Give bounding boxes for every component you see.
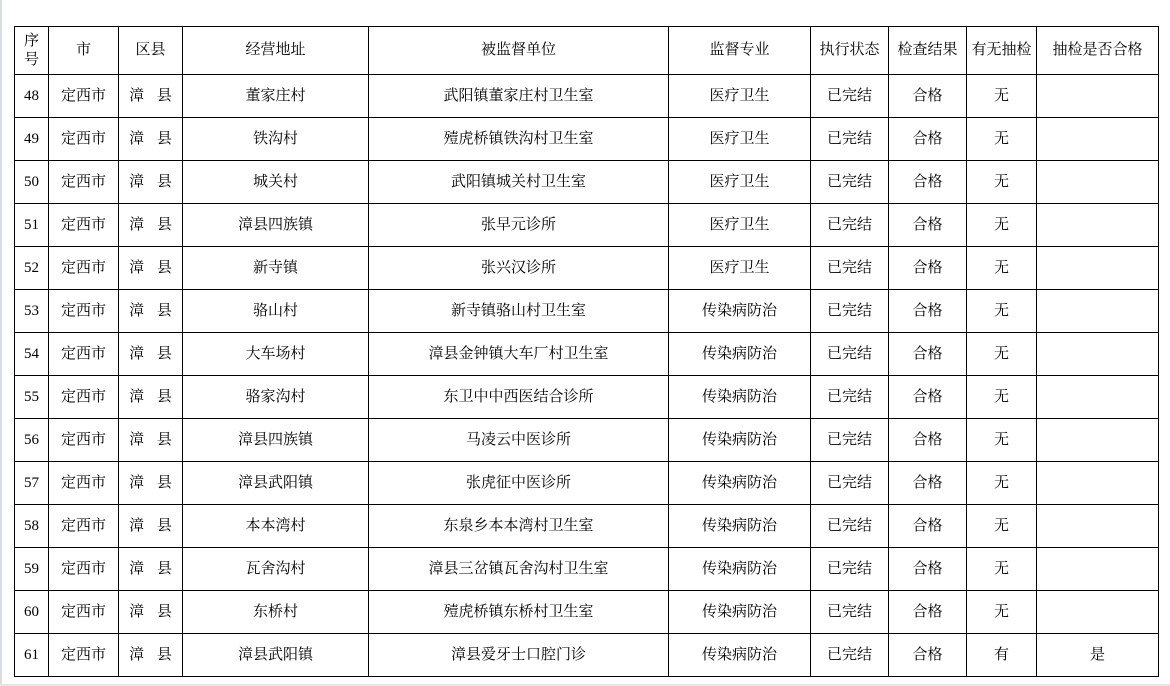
cell-qualified — [1037, 118, 1159, 161]
cell-sampling: 无 — [967, 548, 1037, 591]
cell-qualified — [1037, 290, 1159, 333]
cell-county: 漳 县 — [119, 75, 183, 118]
cell-status: 已完结 — [811, 591, 889, 634]
column-header-major: 监督专业 — [669, 27, 811, 75]
cell-address: 董家庄村 — [183, 75, 369, 118]
cell-seq: 53 — [15, 290, 49, 333]
cell-seq: 48 — [15, 75, 49, 118]
cell-major: 医疗卫生 — [669, 204, 811, 247]
table-row — [15, 333, 1159, 376]
column-header-address: 经营地址 — [183, 27, 369, 75]
cell-result: 合格 — [889, 118, 967, 161]
cell-city: 定西市 — [49, 75, 119, 118]
cell-sampling: 无 — [967, 333, 1037, 376]
cell-seq: 61 — [15, 634, 49, 677]
cell-major: 传染病防治 — [669, 376, 811, 419]
cell-status: 已完结 — [811, 548, 889, 591]
cell-county: 漳 县 — [119, 505, 183, 548]
cell-seq: 54 — [15, 333, 49, 376]
cell-qualified — [1037, 204, 1159, 247]
cell-county: 漳 县 — [119, 634, 183, 677]
cell-result: 合格 — [889, 462, 967, 505]
cell-address: 骆家沟村 — [183, 376, 369, 419]
cell-unit: 东卫中中西医结合诊所 — [369, 376, 669, 419]
cell-seq: 49 — [15, 118, 49, 161]
column-header-county: 区县 — [119, 27, 183, 75]
column-header-seq — [15, 27, 49, 75]
cell-unit: 马凌云中医诊所 — [369, 419, 669, 462]
cell-sampling: 无 — [967, 419, 1037, 462]
cell-unit: 东泉乡本本湾村卫生室 — [369, 505, 669, 548]
table-body — [15, 75, 1159, 677]
cell-unit: 张早元诊所 — [369, 204, 669, 247]
cell-county: 漳 县 — [119, 333, 183, 376]
cell-major: 医疗卫生 — [669, 75, 811, 118]
column-header-city: 市 — [49, 27, 119, 75]
cell-status: 已完结 — [811, 75, 889, 118]
cell-county: 漳 县 — [119, 376, 183, 419]
table-row — [15, 376, 1159, 419]
cell-result: 合格 — [889, 591, 967, 634]
cell-city: 定西市 — [49, 376, 119, 419]
cell-qualified — [1037, 161, 1159, 204]
cell-qualified — [1037, 247, 1159, 290]
cell-major: 传染病防治 — [669, 548, 811, 591]
cell-county: 漳 县 — [119, 548, 183, 591]
column-header-sampling: 有无抽检 — [967, 27, 1037, 75]
cell-seq: 59 — [15, 548, 49, 591]
cell-unit: 漳县爱牙士口腔门诊 — [369, 634, 669, 677]
cell-city: 定西市 — [49, 118, 119, 161]
cell-city: 定西市 — [49, 505, 119, 548]
cell-seq: 55 — [15, 376, 49, 419]
cell-sampling: 无 — [967, 462, 1037, 505]
cell-seq: 60 — [15, 591, 49, 634]
cell-sampling: 有 — [967, 634, 1037, 677]
cell-address: 漳县武阳镇 — [183, 634, 369, 677]
cell-result: 合格 — [889, 376, 967, 419]
cell-unit: 漳县三岔镇瓦舍沟村卫生室 — [369, 548, 669, 591]
cell-address: 漳县四族镇 — [183, 204, 369, 247]
table-row — [15, 75, 1159, 118]
cell-qualified — [1037, 75, 1159, 118]
cell-city: 定西市 — [49, 419, 119, 462]
cell-county: 漳 县 — [119, 118, 183, 161]
cell-county: 漳 县 — [119, 204, 183, 247]
cell-unit: 殪虎桥镇东桥村卫生室 — [369, 591, 669, 634]
cell-seq: 56 — [15, 419, 49, 462]
cell-qualified — [1037, 376, 1159, 419]
column-header-seq-line1: 序 — [23, 32, 39, 49]
cell-sampling: 无 — [967, 290, 1037, 333]
cell-major: 传染病防治 — [669, 333, 811, 376]
cell-status: 已完结 — [811, 161, 889, 204]
cell-city: 定西市 — [49, 462, 119, 505]
cell-city: 定西市 — [49, 204, 119, 247]
cell-address: 漳县四族镇 — [183, 419, 369, 462]
cell-seq: 50 — [15, 161, 49, 204]
cell-city: 定西市 — [49, 161, 119, 204]
cell-major: 医疗卫生 — [669, 161, 811, 204]
cell-major: 传染病防治 — [669, 462, 811, 505]
table-row — [15, 505, 1159, 548]
column-header-unit: 被监督单位 — [369, 27, 669, 75]
cell-major: 医疗卫生 — [669, 118, 811, 161]
cell-city: 定西市 — [49, 290, 119, 333]
cell-address: 新寺镇 — [183, 247, 369, 290]
cell-qualified: 是 — [1037, 634, 1159, 677]
supervision-records-table — [14, 26, 1159, 677]
cell-status: 已完结 — [811, 333, 889, 376]
table-row — [15, 634, 1159, 677]
cell-sampling: 无 — [967, 247, 1037, 290]
cell-unit: 武阳镇董家庄村卫生室 — [369, 75, 669, 118]
cell-city: 定西市 — [49, 634, 119, 677]
table-row — [15, 204, 1159, 247]
table-row — [15, 419, 1159, 462]
supervision-table-container — [14, 26, 1158, 677]
cell-unit: 张虎征中医诊所 — [369, 462, 669, 505]
table-row — [15, 161, 1159, 204]
column-header-seq-line2: 号 — [23, 51, 39, 68]
column-header-qualified: 抽检是否合格 — [1037, 27, 1159, 75]
cell-qualified — [1037, 462, 1159, 505]
cell-address: 本本湾村 — [183, 505, 369, 548]
cell-city: 定西市 — [49, 333, 119, 376]
cell-result: 合格 — [889, 161, 967, 204]
cell-county: 漳 县 — [119, 247, 183, 290]
cell-major: 传染病防治 — [669, 290, 811, 333]
cell-sampling: 无 — [967, 376, 1037, 419]
cell-result: 合格 — [889, 333, 967, 376]
cell-result: 合格 — [889, 247, 967, 290]
cell-sampling: 无 — [967, 505, 1037, 548]
cell-qualified — [1037, 419, 1159, 462]
column-header-result: 检查结果 — [889, 27, 967, 75]
cell-county: 漳 县 — [119, 462, 183, 505]
cell-qualified — [1037, 548, 1159, 591]
table-row — [15, 548, 1159, 591]
cell-status: 已完结 — [811, 118, 889, 161]
cell-result: 合格 — [889, 290, 967, 333]
cell-result: 合格 — [889, 75, 967, 118]
cell-address: 瓦舍沟村 — [183, 548, 369, 591]
cell-sampling: 无 — [967, 204, 1037, 247]
cell-city: 定西市 — [49, 548, 119, 591]
cell-unit: 漳县金钟镇大车厂村卫生室 — [369, 333, 669, 376]
cell-city: 定西市 — [49, 591, 119, 634]
table-row — [15, 247, 1159, 290]
table-row — [15, 290, 1159, 333]
cell-result: 合格 — [889, 204, 967, 247]
cell-seq: 51 — [15, 204, 49, 247]
cell-qualified — [1037, 505, 1159, 548]
cell-county: 漳 县 — [119, 290, 183, 333]
cell-address: 城关村 — [183, 161, 369, 204]
table-row — [15, 462, 1159, 505]
cell-status: 已完结 — [811, 419, 889, 462]
cell-county: 漳 县 — [119, 419, 183, 462]
cell-address: 大车场村 — [183, 333, 369, 376]
table-row — [15, 118, 1159, 161]
cell-address: 铁沟村 — [183, 118, 369, 161]
cell-county: 漳 县 — [119, 591, 183, 634]
cell-result: 合格 — [889, 419, 967, 462]
cell-seq: 52 — [15, 247, 49, 290]
cell-sampling: 无 — [967, 118, 1037, 161]
cell-county: 漳 县 — [119, 161, 183, 204]
cell-major: 传染病防治 — [669, 591, 811, 634]
cell-major: 传染病防治 — [669, 419, 811, 462]
cell-status: 已完结 — [811, 376, 889, 419]
cell-unit: 张兴汉诊所 — [369, 247, 669, 290]
cell-result: 合格 — [889, 634, 967, 677]
cell-unit: 新寺镇骆山村卫生室 — [369, 290, 669, 333]
cell-address: 东桥村 — [183, 591, 369, 634]
cell-sampling: 无 — [967, 161, 1037, 204]
cell-major: 传染病防治 — [669, 505, 811, 548]
cell-unit: 武阳镇城关村卫生室 — [369, 161, 669, 204]
cell-sampling: 无 — [967, 591, 1037, 634]
cell-result: 合格 — [889, 505, 967, 548]
table-header — [15, 27, 1159, 75]
cell-address: 漳县武阳镇 — [183, 462, 369, 505]
cell-city: 定西市 — [49, 247, 119, 290]
cell-status: 已完结 — [811, 462, 889, 505]
cell-sampling: 无 — [967, 75, 1037, 118]
cell-qualified — [1037, 591, 1159, 634]
cell-seq: 58 — [15, 505, 49, 548]
cell-status: 已完结 — [811, 247, 889, 290]
table-row — [15, 591, 1159, 634]
cell-status: 已完结 — [811, 634, 889, 677]
cell-major: 医疗卫生 — [669, 247, 811, 290]
cell-status: 已完结 — [811, 505, 889, 548]
cell-qualified — [1037, 333, 1159, 376]
cell-address: 骆山村 — [183, 290, 369, 333]
column-header-status: 执行状态 — [811, 27, 889, 75]
cell-status: 已完结 — [811, 204, 889, 247]
table-header-row — [15, 27, 1159, 75]
cell-result: 合格 — [889, 548, 967, 591]
cell-status: 已完结 — [811, 290, 889, 333]
cell-major: 传染病防治 — [669, 634, 811, 677]
cell-seq: 57 — [15, 462, 49, 505]
cell-unit: 殪虎桥镇铁沟村卫生室 — [369, 118, 669, 161]
